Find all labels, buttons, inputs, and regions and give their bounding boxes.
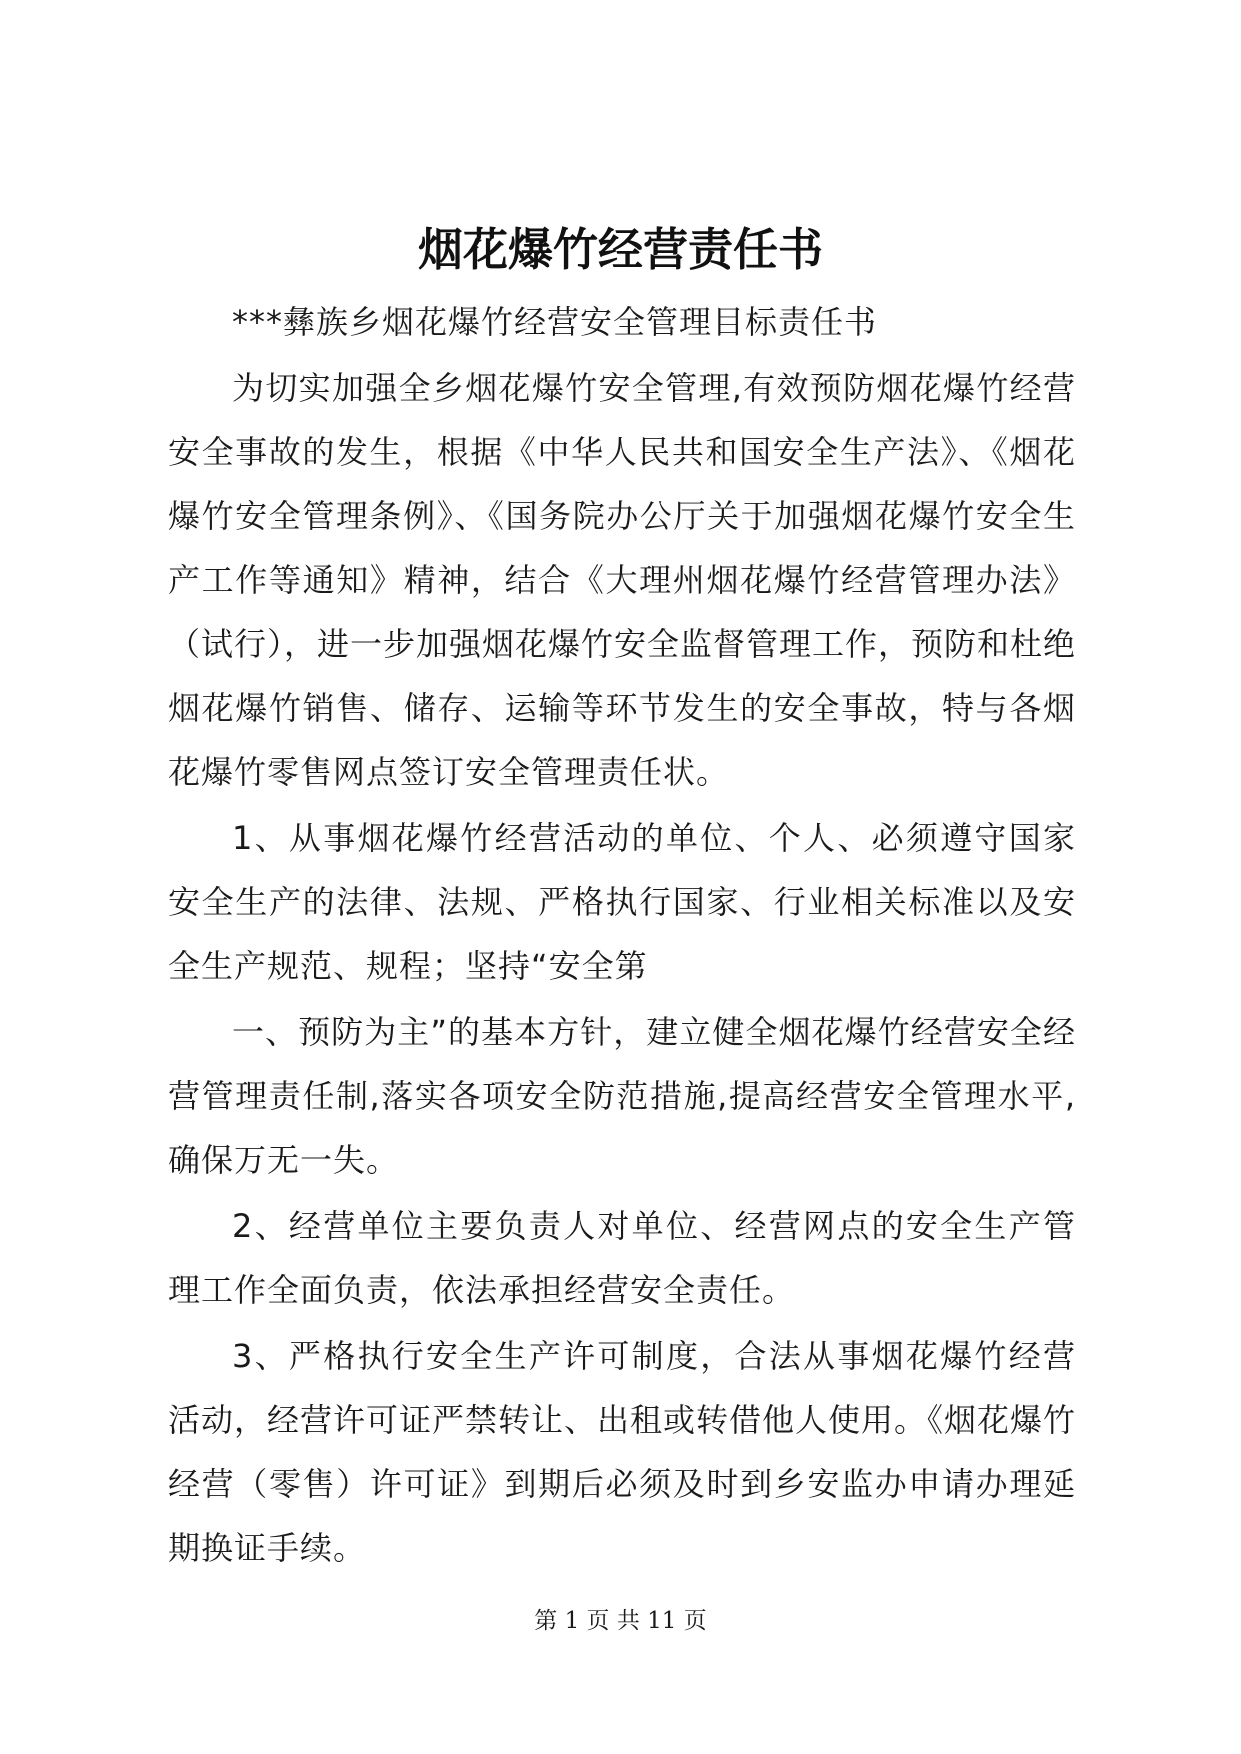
- document-body: [168, 290, 1076, 1582]
- clause-3-paragraph: 3、严格执行安全生产许可制度，合法从事烟花爆竹经营活动，经营许可证严禁转让、出租或转借他人使用。《烟花爆竹经营（零售）许可证》到期后必须及时到乡安监办申请办理延期换证手续。: [168, 1337, 1077, 1567]
- clause-2-paragraph: 2、经营单位主要负责人对单位、经营网点的安全生产管理工作全面负责，依法承担经营安全责任。: [168, 1207, 1076, 1309]
- subtitle-paragraph: ***彝族乡烟花爆竹经营安全管理目标责任书: [232, 303, 878, 341]
- intro-paragraph: 为切实加强全乡烟花爆竹安全管理,有效预防烟花爆竹经营安全事故的发生，根据《中华人民共和国安全生产法》、《烟花爆竹安全管理条例》、《国务院办公厅关于加强烟花爆竹安全生产工作等通知》精神，结合《大理州烟花爆竹经营管理办法》（试行），进一步加强烟花爆竹安全监督管理工作，预防和杜绝烟花爆竹销售、储存、运输等环节发生的安全事故，特与各烟花爆竹零售网点签订安全管理责任状。: [168, 369, 1077, 791]
- document-title: 烟花爆竹经营责任书: [417, 223, 823, 276]
- clause-1-paragraph: 1、从事烟花爆竹经营活动的单位、个人、必须遵守国家安全生产的法律、法规、严格执行国家、行业相关标准以及安全生产规范、规程；坚持“安全第: [168, 819, 1076, 985]
- clause-1-continued-paragraph: 一、预防为主”的基本方针，建立健全烟花爆竹经营安全经营管理责任制,落实各项安全防范措施,提高经营安全管理水平,确保万无一失。: [168, 1013, 1076, 1179]
- page-number-footer: 第 1 页 共 11 页: [534, 1608, 707, 1634]
